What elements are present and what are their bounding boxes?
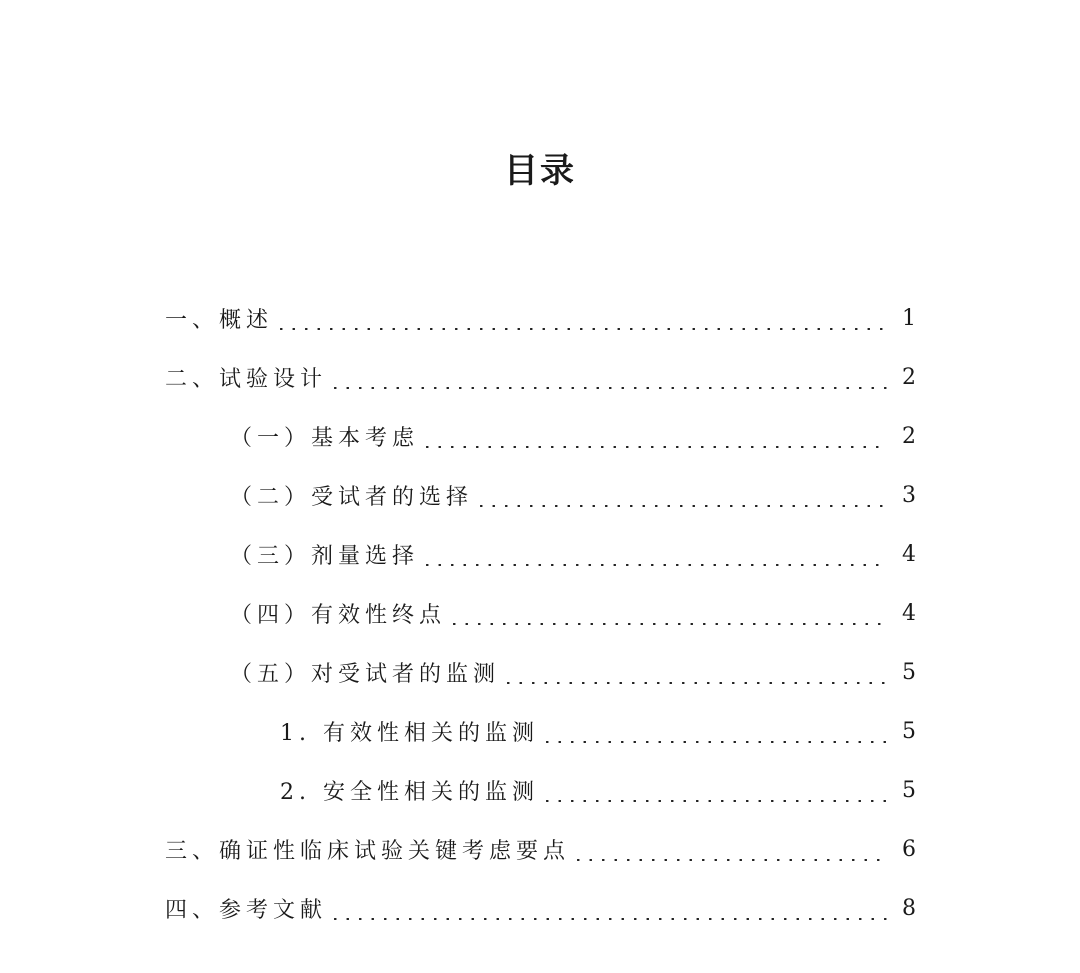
dot-leader [475, 505, 888, 507]
toc-entry [0, 879, 1080, 938]
dot-leader [329, 918, 888, 920]
toc-entry-label: 一、概述 [165, 308, 274, 333]
toc-entry [0, 820, 1080, 879]
toc-entry [0, 348, 1080, 407]
toc-entry-label: （五）对受试者的监测 [230, 662, 501, 687]
dot-leader [421, 446, 888, 448]
toc-entry-label: （二）受试者的选择 [230, 485, 474, 510]
dot-leader [448, 623, 888, 625]
toc-entry-page: 6 [902, 837, 916, 862]
toc-entry-page: 5 [902, 660, 916, 685]
toc-entry-page: 2 [902, 365, 916, 390]
dot-leader [275, 328, 888, 330]
toc-entry-label: （四）有效性终点 [230, 603, 447, 628]
toc-entry-label: （三）剂量选择 [230, 544, 420, 569]
toc-entry-label: 三、确证性临床试验关键考虑要点 [165, 839, 571, 864]
toc-entry-label: 2. 安全性相关的监测 [280, 780, 539, 805]
toc-entry-page: 2 [902, 424, 916, 449]
dot-leader [421, 564, 888, 566]
dot-leader [541, 800, 888, 802]
toc-entry-page: 4 [902, 542, 916, 567]
toc-title: 目录 [504, 151, 576, 191]
dot-leader [541, 741, 888, 743]
toc-entry [0, 525, 1080, 584]
toc-entry-label: 1. 有效性相关的监测 [280, 721, 539, 746]
dot-leader [502, 682, 888, 684]
toc-entry-page: 3 [902, 483, 916, 508]
dot-leader [329, 387, 888, 389]
toc-entry [0, 643, 1080, 702]
toc-entry-label: 二、试验设计 [165, 367, 328, 392]
toc-entry-page: 4 [902, 601, 916, 626]
toc-entry-page: 5 [902, 719, 916, 744]
toc-entry [0, 761, 1080, 820]
toc-entry-page: 8 [902, 896, 916, 921]
toc-entry [0, 584, 1080, 643]
toc-entry [0, 407, 1080, 466]
toc-entry-page: 1 [902, 306, 916, 331]
toc-entry-page: 5 [902, 778, 916, 803]
toc-entry [0, 289, 1080, 348]
toc-entry [0, 702, 1080, 761]
toc-entry-label: （一）基本考虑 [230, 426, 420, 451]
toc-entry [0, 466, 1080, 525]
dot-leader [572, 859, 888, 861]
toc-entry-label: 四、参考文献 [165, 898, 328, 923]
